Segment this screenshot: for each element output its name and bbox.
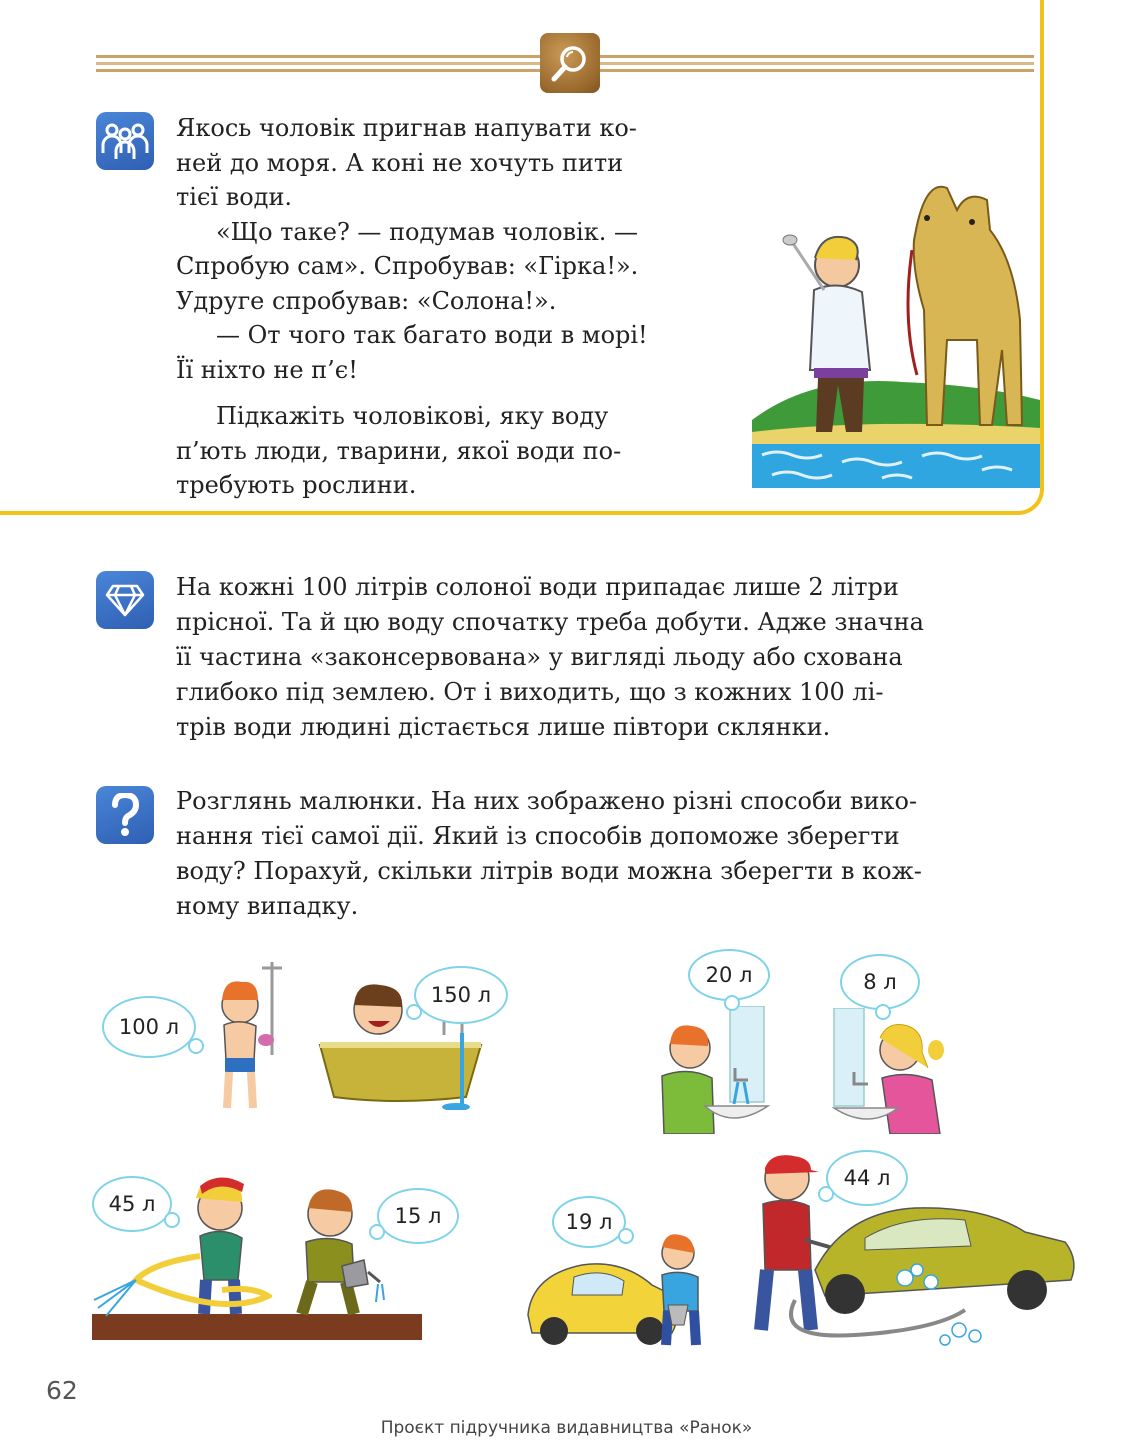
- hose-wash-water-bubble: 44 л: [826, 1150, 908, 1206]
- story-line: ней до моря. А коні не хочуть пити: [176, 148, 624, 177]
- hose-water-bubble: 45 л: [92, 1176, 172, 1232]
- fact-line: її частина «законсервована» у вигляді льоду або схована: [176, 643, 903, 671]
- fact-text: [176, 570, 1042, 745]
- bucket-car-wash-illustration: [522, 1225, 722, 1350]
- task-line: Розглянь малюнки. На них зображено різні способи вико-: [176, 787, 918, 815]
- bucket-wash-water-bubble: 19 л: [552, 1196, 626, 1248]
- fact-line: На кожні 100 літрів солоної води припадає лише 2 літри: [176, 573, 899, 601]
- story-line: п’ють люди, тварини, якої води по-: [176, 436, 622, 465]
- closed-tap-child-illustration: [832, 1008, 947, 1134]
- publisher-footer: Проєкт підручника видавництва «Ранок»: [380, 1418, 753, 1438]
- group-icon: [96, 112, 154, 170]
- story-line: — От чого так багато води в морі!: [216, 321, 648, 349]
- fact-line: трів води людині дістається лише півтори склянки.: [176, 713, 831, 741]
- story-line: Удруге спробував: «Солона!».: [176, 286, 557, 315]
- task-text: [176, 784, 1042, 924]
- open-tap-child-illustration: [660, 1006, 775, 1134]
- fact-line: глибоко під землею. От і виходить, що з кожних 100 лі-: [176, 678, 884, 706]
- task-line: нання тієї самої дії. Який із способів допоможе зберегти: [176, 822, 900, 850]
- story-line: Якось чоловік пригнав напувати ко-: [176, 114, 637, 142]
- bath-water-bubble: 150 л: [414, 966, 508, 1024]
- question-icon: [96, 786, 154, 844]
- fact-line: прісної. Та й цю воду спочатку треба добути. Адже значна: [176, 608, 924, 636]
- man-with-horses-illustration: [752, 170, 1040, 488]
- task-line: воду? Порахуй, скільки літрів води можна зберегти в кож-: [176, 857, 922, 885]
- diamond-icon: [96, 571, 154, 629]
- story-text: [176, 111, 718, 503]
- open-tap-water-bubble: 20 л: [688, 949, 770, 1001]
- magnifier-icon: [540, 33, 600, 93]
- story-line: Підкажіть чоловікові, яку воду: [216, 402, 609, 430]
- shower-water-bubble: 100 л: [102, 996, 196, 1058]
- shower-child-illustration: [210, 960, 300, 1112]
- closed-tap-water-bubble: 8 л: [840, 954, 920, 1010]
- story-line: Спробую сам». Спробував: «Гірка!».: [176, 252, 639, 280]
- page-number: 62: [46, 1376, 78, 1405]
- story-line: Її ніхто не п’є!: [176, 355, 358, 384]
- story-line: требують рослини.: [176, 471, 417, 499]
- task-line: ному випадку.: [176, 892, 359, 920]
- story-line: «Що таке? — подумав чоловік. —: [216, 217, 638, 246]
- watering-can-water-bubble: 15 л: [377, 1188, 459, 1244]
- story-line: тієї води.: [176, 183, 293, 211]
